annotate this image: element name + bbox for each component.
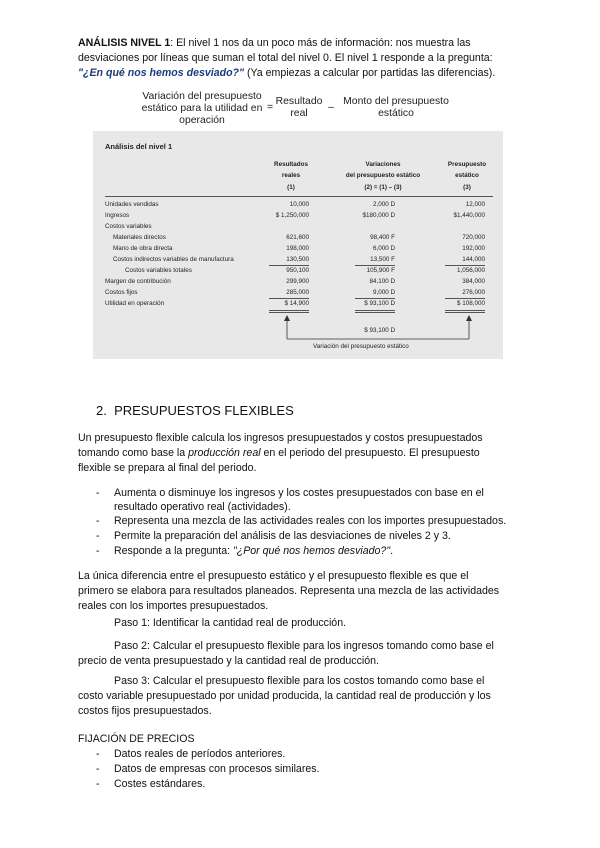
flexible-budget-paragraph bbox=[78, 431, 526, 476]
row-label: Unidades vendidas bbox=[105, 201, 159, 208]
row-budget: $ 108,000 bbox=[456, 300, 485, 307]
row-variance: 105,900 F bbox=[366, 267, 395, 274]
intro-paragraph bbox=[78, 36, 548, 81]
intro-line3: (Ya empiezas a calcular por partidas las diferencias). bbox=[244, 67, 496, 79]
col3-header-3: (3) bbox=[463, 184, 471, 191]
step-2-line1: Paso 2: Calcular el presupuesto flexible para los ingresos tomando como base el bbox=[114, 640, 494, 652]
bullet-dash: - bbox=[96, 487, 100, 499]
row-budget: 720,000 bbox=[462, 234, 485, 241]
row-budget: 12,000 bbox=[465, 201, 485, 208]
row-variance: $ 93,100 D bbox=[364, 300, 395, 307]
col3-header-2: estático bbox=[455, 172, 479, 179]
col1-header-1: Resultados bbox=[274, 161, 308, 168]
bullet-item bbox=[96, 544, 526, 559]
col2-header-1: Variaciones bbox=[365, 161, 401, 168]
row-label: Materiales directos bbox=[113, 234, 166, 241]
bullet-text-b: . bbox=[390, 545, 394, 557]
bullet-text: Permite la preparación del análisis de las desviaciones de niveles 2 y 3. bbox=[114, 530, 451, 542]
p2-line2: primero se elabora para resultados planeados. Representa una mezcla de las actividades bbox=[78, 585, 500, 597]
bullet-text-a: Responde a la pregunta: bbox=[114, 545, 233, 557]
double-rule-1a bbox=[269, 310, 309, 311]
formula-equals: = bbox=[266, 102, 274, 113]
step-3-line1: Paso 3: Calcular el presupuesto flexible para los costos tomando como base el bbox=[114, 675, 485, 687]
header-rule bbox=[105, 196, 493, 197]
row-variance: 2,000 D bbox=[372, 201, 395, 208]
row-budget: 144,000 bbox=[462, 256, 485, 263]
row-actual: 198,000 bbox=[286, 245, 309, 252]
bullet-dash: - bbox=[96, 545, 100, 557]
section-number: 2. bbox=[96, 403, 107, 418]
bullet-dash: - bbox=[96, 763, 100, 775]
bullet-text-line2: resultado operativo real (actividades). bbox=[114, 501, 291, 513]
p2-line3: reales con los importes presupuestados. bbox=[78, 600, 269, 612]
section-title: PRESUPUESTOS FLEXIBLES bbox=[114, 403, 294, 418]
row-budget: 1,056,000 bbox=[456, 267, 485, 274]
row-variance: 84,100 D bbox=[369, 278, 395, 285]
bullet-text bbox=[114, 544, 526, 559]
total-rule-3 bbox=[445, 298, 485, 299]
subtotal-rule-2 bbox=[355, 265, 395, 266]
col1-header-3: (1) bbox=[287, 184, 295, 191]
p1-line1: Un presupuesto flexible calcula los ingresos presupuestados y costos presupuestados bbox=[78, 432, 483, 444]
col1-header-2: reales bbox=[281, 172, 301, 179]
row-label: Costos variables totales bbox=[125, 267, 192, 274]
double-rule-3a bbox=[445, 310, 485, 311]
level1-analysis-figure bbox=[93, 131, 503, 359]
p1-line3: flexible se prepara al final del periodo. bbox=[78, 462, 257, 474]
subtotal-rule-1 bbox=[269, 265, 309, 266]
pricing-item-text: Costes estándares. bbox=[114, 778, 206, 790]
double-rule-1b bbox=[269, 312, 309, 313]
row-actual: $ 14,900 bbox=[284, 300, 309, 307]
double-rule-2b bbox=[355, 312, 395, 313]
total-variance: $ 93,100 D bbox=[364, 327, 395, 334]
intro-line2: desviaciones por líneas que suman el total del nivel 0. El nivel 1 responde a la pregunta: bbox=[78, 52, 493, 64]
row-label: Margen de contribución bbox=[105, 278, 171, 285]
p1-line2b: en el periodo del presupuesto. El presupuesto bbox=[260, 447, 480, 459]
p1-line2-italic: producción real bbox=[188, 447, 261, 459]
step-3-line3: costos fijos presupuestados. bbox=[78, 705, 212, 717]
intro-line1: : El nivel 1 nos da un poco más de información: nos muestra las bbox=[170, 37, 471, 49]
bullet-item bbox=[96, 486, 526, 501]
pricing-item bbox=[96, 747, 526, 762]
variance-formula bbox=[138, 91, 478, 127]
row-actual: $ 1,250,000 bbox=[275, 212, 309, 219]
bullet-dash: - bbox=[96, 515, 100, 527]
bullet-dash: - bbox=[96, 530, 100, 542]
formula-actual: Resultado real bbox=[275, 96, 323, 119]
p1-line2a: tomando como base la bbox=[78, 447, 189, 459]
step-3 bbox=[78, 674, 528, 719]
bullet-dash: - bbox=[96, 748, 100, 760]
row-label: Ingresos bbox=[105, 212, 130, 219]
row-variance: 13,500 F bbox=[370, 256, 395, 263]
figure-caption: Variación del presupuesto estático bbox=[313, 343, 409, 350]
pricing-item bbox=[96, 777, 526, 792]
formula-minus: – bbox=[328, 102, 334, 113]
row-label: Costos fijos bbox=[105, 289, 138, 296]
bullet-item-continued bbox=[96, 500, 526, 515]
bullet-text: Aumenta o disminuye los ingresos y los costes presupuestados con base en el bbox=[114, 487, 484, 499]
row-actual: 10,000 bbox=[289, 201, 309, 208]
row-budget: 192,000 bbox=[462, 245, 485, 252]
row-budget: 276,000 bbox=[462, 289, 485, 296]
step-2-line2: precio de venta presupuestado y la cantidad real de producción. bbox=[78, 655, 379, 667]
row-budget: 384,000 bbox=[462, 278, 485, 285]
total-rule-1 bbox=[269, 298, 309, 299]
col3-header-1: Presupuesto bbox=[447, 161, 487, 168]
row-label: Costos indirectos variables de manufactura bbox=[113, 256, 234, 263]
step-2 bbox=[78, 639, 528, 669]
intro-bold-heading: ANÁLISIS NIVEL 1 bbox=[78, 37, 171, 49]
bullet-question: "¿Por qué nos hemos desviado?" bbox=[232, 545, 391, 557]
total-rule-2 bbox=[355, 298, 395, 299]
bullet-dash: - bbox=[96, 778, 100, 790]
row-actual: 299,900 bbox=[286, 278, 309, 285]
formula-lhs: Variación del presupuesto estático para la utilidad en operación bbox=[141, 91, 263, 126]
bullet-text: Representa una mezcla de las actividades reales con los importes presupuestados. bbox=[114, 515, 507, 527]
pricing-item-text: Datos de empresas con procesos similares. bbox=[114, 763, 320, 775]
step-1: Paso 1: Identificar la cantidad real de producción. bbox=[114, 617, 347, 629]
intro-question: "¿En qué nos hemos desviado?" bbox=[78, 67, 245, 79]
col2-header-2: del presupuesto estático bbox=[345, 172, 421, 179]
pricing-item-text: Datos reales de períodos anteriores. bbox=[114, 748, 286, 760]
bullet-item bbox=[96, 529, 526, 544]
formula-budget: Monto del presupuesto estático bbox=[343, 96, 449, 119]
row-variance: $180,000 D bbox=[362, 212, 395, 219]
step-3-line2: costo variable presupuestado por unidad producida, la cantidad real de producción y los bbox=[78, 690, 491, 702]
row-variance: 6,000 D bbox=[372, 245, 395, 252]
double-rule-2a bbox=[355, 310, 395, 311]
row-actual: 621,600 bbox=[286, 234, 309, 241]
row-variance: 98,400 F bbox=[370, 234, 395, 241]
pricing-item bbox=[96, 762, 526, 777]
row-actual: 130,500 bbox=[286, 256, 309, 263]
bullet-item bbox=[96, 514, 526, 529]
pricing-title: FIJACIÓN DE PRECIOS bbox=[78, 733, 195, 745]
subtotal-rule-3 bbox=[445, 265, 485, 266]
row-label: Mano de obra directa bbox=[113, 245, 173, 252]
row-budget: $1,440,000 bbox=[453, 212, 485, 219]
row-label: Utilidad en operación bbox=[105, 300, 165, 307]
row-actual: 285,000 bbox=[286, 289, 309, 296]
p2-line1: La única diferencia entre el presupuesto estático y el presupuesto flexible es que el bbox=[78, 570, 469, 582]
difference-paragraph bbox=[78, 569, 526, 614]
row-variance: 9,000 D bbox=[372, 289, 395, 296]
row-actual: 950,100 bbox=[286, 267, 309, 274]
col2-header-3: (2) = (1) – (3) bbox=[364, 184, 402, 191]
row-label: Costos variables bbox=[105, 223, 152, 230]
figure-title: Análisis del nivel 1 bbox=[105, 142, 173, 151]
double-rule-3b bbox=[445, 312, 485, 313]
section-heading bbox=[96, 402, 294, 420]
